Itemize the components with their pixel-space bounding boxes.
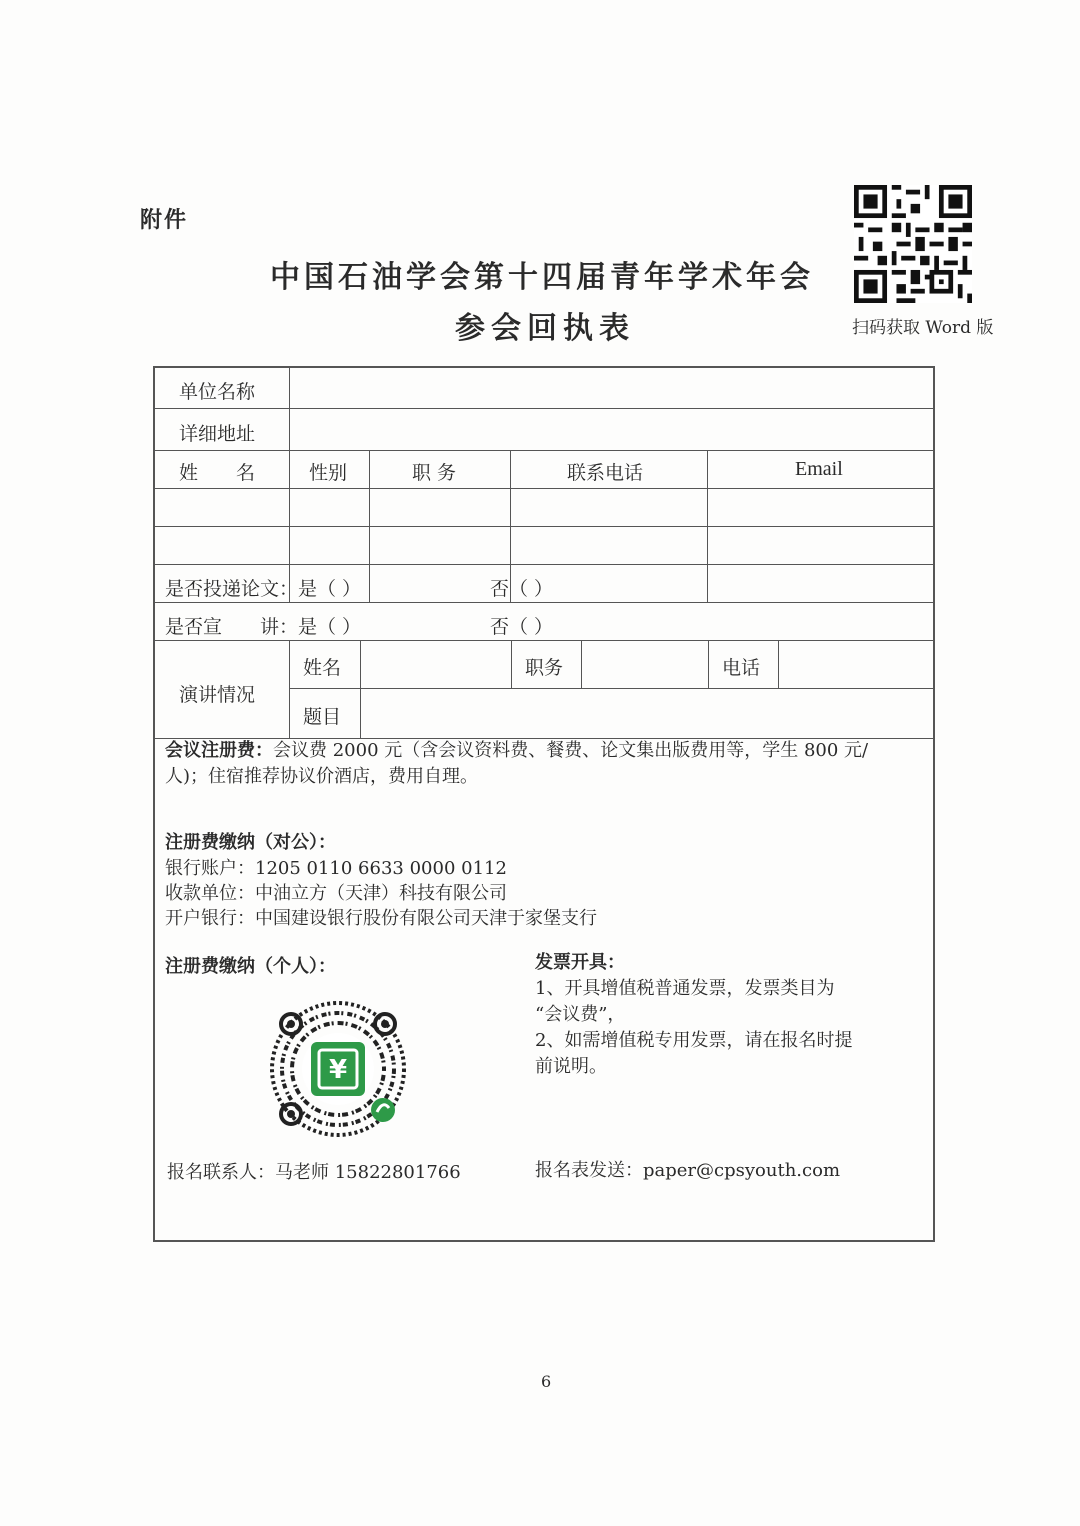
column-phone: 联系电话 xyxy=(567,462,644,484)
personal-payment-mini-program-code[interactable] xyxy=(263,996,413,1142)
page-number: 6 xyxy=(541,1372,552,1391)
invoice-line-4: 前说明。 xyxy=(535,1056,607,1077)
svg-text:¥: ¥ xyxy=(328,1055,348,1085)
speech-position-field[interactable] xyxy=(585,644,703,684)
attachment-label: 附件 xyxy=(140,207,189,233)
speech-topic-label: 题目 xyxy=(303,706,342,728)
paper-submit-question[interactable]: 是否投递论文：是（ ） xyxy=(165,578,362,600)
presentation-no[interactable]: 否（ ） xyxy=(490,616,554,638)
speech-name-label: 姓名 xyxy=(303,657,342,679)
qr-caption: 扫码获取 Word 版 xyxy=(852,318,994,338)
speech-name-field[interactable] xyxy=(365,644,505,684)
bank-account: 银行账户：1205 0110 6633 0000 0112 xyxy=(165,858,507,879)
fee-info xyxy=(165,738,868,764)
speech-info-label: 演讲情况 xyxy=(179,684,256,706)
fee-title: 会议注册费： xyxy=(165,740,273,761)
presentation-question[interactable]: 是否宣 讲：是（ ） xyxy=(165,616,362,638)
speech-phone-label: 电话 xyxy=(722,657,761,679)
document-subtitle: 参会回执表 xyxy=(455,311,635,346)
unit-name-label: 单位名称 xyxy=(179,381,256,403)
invoice-title: 发票开具： xyxy=(535,952,625,973)
column-gender: 性别 xyxy=(309,462,348,484)
invoice-line-1: 1、开具增值税普通发票，发票类目为 xyxy=(535,978,835,999)
speech-phone-field[interactable] xyxy=(783,644,929,684)
attendee-row-1[interactable] xyxy=(159,530,929,560)
speech-topic-field[interactable] xyxy=(365,692,929,734)
address-field[interactable] xyxy=(295,414,925,446)
paper-submit-no[interactable]: 否（ ） xyxy=(490,578,554,600)
form-send-email[interactable]: 报名表发送：paper@cpsyouth.com xyxy=(535,1160,841,1181)
contact-person: 报名联系人：马老师 15822801766 xyxy=(167,1162,461,1183)
unit-name-field[interactable] xyxy=(295,372,925,404)
opening-bank: 开户银行：中国建设银行股份有限公司天津于家堡支行 xyxy=(165,908,597,929)
corporate-payment-title: 注册费缴纳（对公）： xyxy=(165,832,336,853)
column-email: Email xyxy=(795,458,843,480)
fee-line-2: 人)；住宿推荐协议价酒店，费用自理。 xyxy=(165,766,479,787)
invoice-line-2: “会议费”， xyxy=(535,1004,626,1025)
personal-payment-title: 注册费缴纳（个人）： xyxy=(165,956,336,977)
column-name: 姓 名 xyxy=(179,462,256,484)
speech-position-label: 职务 xyxy=(525,657,564,679)
address-label: 详细地址 xyxy=(179,423,256,445)
payee-unit: 收款单位：中油立方（天津）科技有限公司 xyxy=(165,883,507,904)
invoice-line-3: 2、如需增值税专用发票，请在报名时提 xyxy=(535,1030,853,1051)
fee-line-1: 会议费 2000 元（含会议资料费、餐费、论文集出版费用等，学生 800 元/ xyxy=(273,740,869,761)
document-title: 中国石油学会第十四届青年学术年会 xyxy=(270,260,814,295)
word-download-qr-code[interactable] xyxy=(852,185,974,303)
column-position: 职 务 xyxy=(412,462,457,484)
